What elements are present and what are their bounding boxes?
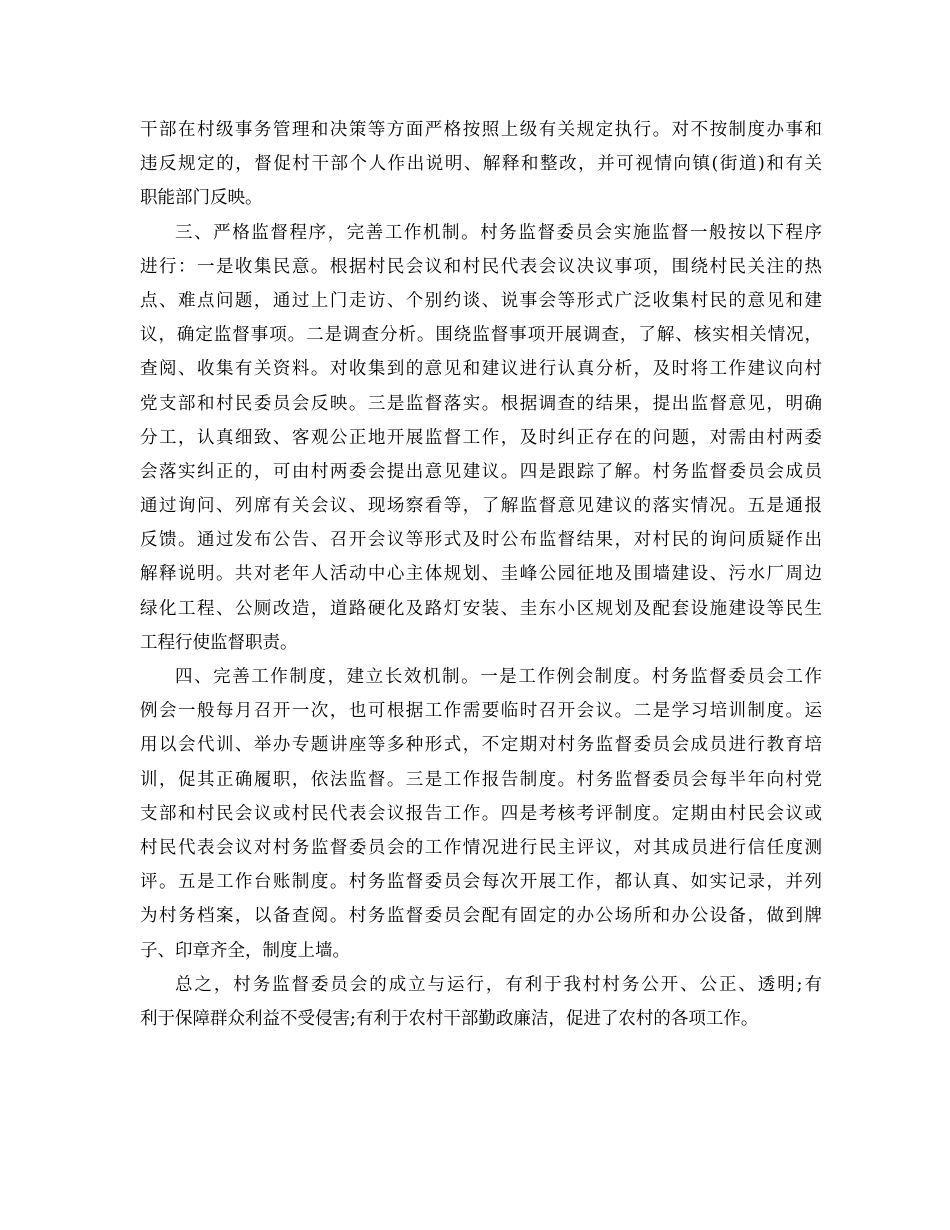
text-line: 训，促其正确履职，依法监督。三是工作报告制度。村务监督委员会每半年向村党 — [140, 769, 822, 790]
text-line: 查阅、收集有关资料。对收集到的意见和建议进行认真分析，及时将工作建议向村 — [140, 359, 822, 380]
text-line: 分工，认真细致、客观公正地开展监督工作，及时纠正存在的问题，对需由村两委 — [140, 427, 822, 448]
text-line: 党支部和村民委员会反映。三是监督落实。根据调查的结果，提出监督意见，明确 — [140, 393, 822, 414]
paragraph-start-line: 四、完善工作制度，建立长效机制。一是工作例会制度。村务监督委员会工作 — [175, 667, 822, 687]
text-line: 会落实纠正的，可由村两委会提出意见建议。四是跟踪了解。村务监督委员会成员 — [140, 461, 822, 482]
text-line: 工程行使监督职责。 — [140, 632, 298, 653]
text-line: 反馈。通过发布公告、召开会议等形式及时公布监督结果，对村民的询问质疑作出 — [140, 530, 822, 551]
text-line: 评。五是工作台账制度。村务监督委员会每次开展工作，都认真、如实记录，并列 — [140, 872, 822, 893]
text-line: 为村务档案，以备查阅。村务监督委员会配有固定的办公场所和办公设备，做到牌 — [140, 906, 822, 927]
text-line: 利于保障群众利益不受侵害;有利于农村干部勤政廉洁，促进了农村的各项工作。 — [140, 1008, 759, 1029]
text-line: 支部和村民会议或村民代表会议报告工作。四是考核考评制度。定期由村民会议或 — [140, 803, 822, 824]
paragraph-start-line: 总之，村务监督委员会的成立与运行，有利于我村村务公开、公正、透明;有 — [175, 974, 822, 995]
text-line: 进行：一是收集民意。根据村民会议和村民代表会议决议事项，围绕村民关注的热 — [140, 256, 822, 277]
text-line: 子、印章齐全，制度上墙。 — [140, 940, 350, 961]
text-line: 干部在村级事务管理和决策等方面严格按照上级有关规定执行。对不按制度办事和 — [140, 120, 822, 140]
text-line: 绿化工程、公厕改造，道路硬化及路灯安装、圭东小区规划及配套设施建设等民生 — [140, 598, 822, 619]
text-line: 解释说明。共对老年人活动中心主体规划、圭峰公园征地及围墙建设、污水厂周边 — [140, 564, 822, 585]
document-body — [140, 113, 822, 1036]
text-line: 用以会代训、举办专题讲座等多种形式，不定期对村务监督委员会成员进行教育培 — [140, 735, 822, 756]
text-line: 点、难点问题，通过上门走访、个别约谈、说事会等形式广泛收集村民的意见和建 — [140, 290, 822, 311]
paragraph-start-line: 三、严格监督程序，完善工作机制。村务监督委员会实施监督一般按以下程序 — [175, 222, 822, 243]
text-line: 通过询问、列席有关会议、现场察看等，了解监督意见建议的落实情况。五是通报 — [140, 496, 822, 517]
text-line: 村民代表会议对村务监督委员会的工作情况进行民主评议，对其成员进行信任度测 — [140, 837, 822, 858]
text-line: 例会一般每月召开一次，也可根据工作需要临时召开会议。二是学习培训制度。运 — [140, 701, 822, 722]
text-line: 违反规定的，督促村干部个人作出说明、解释和整改，并可视情向镇(街道)和有关 — [140, 154, 822, 175]
text-line: 职能部门反映。 — [140, 188, 263, 209]
text-line: 议，确定监督事项。二是调查分析。围绕监督事项开展调查，了解、核实相关情况， — [140, 325, 822, 346]
